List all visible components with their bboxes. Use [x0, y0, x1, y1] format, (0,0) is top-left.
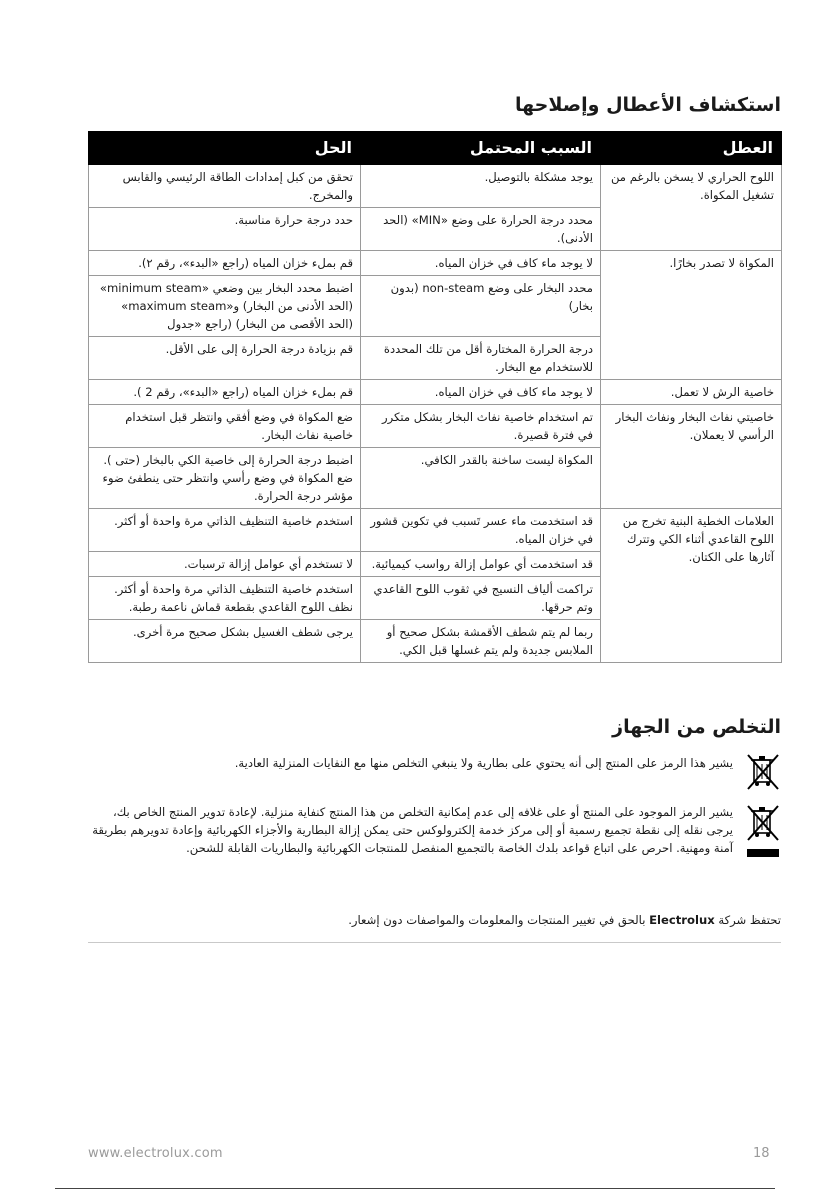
solution-cell: لا تستخدم أي عوامل إزالة ترسبات.: [89, 552, 361, 577]
header-cause: السبب المحتمل: [361, 132, 601, 165]
table-row: [89, 251, 782, 276]
footer-line: [55, 1188, 775, 1189]
solution-cell: ضع المكواة في وضع أفقي وانتظر قبل استخدام خاصية نفاث البخار.: [89, 405, 361, 448]
page-number: 18: [753, 1146, 770, 1161]
header-problem: العطل: [601, 132, 782, 165]
divider: [88, 942, 781, 943]
problem-cell: خاصية الرش لا تعمل.: [601, 380, 782, 405]
disposal-item-product: [88, 803, 781, 883]
disposal-title: التخلص من الجهاز: [612, 716, 781, 738]
cause-cell: محدد البخار على وضع non-steam (بدون بخار): [361, 276, 601, 337]
problem-cell: المكواة لا تصدر بخارًا.: [601, 251, 782, 380]
rights-notice: [88, 913, 781, 927]
solution-cell: حدد درجة حرارة مناسبة.: [89, 208, 361, 251]
crossed-out-bin-icon: [745, 752, 781, 796]
notice-after: بالحق في تغيير المنتجات والمعلومات والمواصفات دون إشعار.: [348, 913, 646, 927]
solution-cell: قم بملء خزان المياه (راجع «البدء»، رقم ٢).: [89, 251, 361, 276]
cause-cell: ربما لم يتم شطف الأقمشة بشكل صحيح أو الملابس جديدة ولم يتم غسلها قبل الكي.: [361, 620, 601, 663]
footer-url[interactable]: www.electrolux.com: [88, 1146, 223, 1161]
table-row: [89, 509, 782, 552]
cause-cell: قد استخدمت أي عوامل إزالة رواسب كيميائية.: [361, 552, 601, 577]
problem-cell: خاصيتي نفاث البخار ونفاث البخار الرأسي لا يعملان.: [601, 405, 782, 509]
problem-cell: اللوح الحراري لا يسخن بالرغم من تشغيل المكواة.: [601, 165, 782, 251]
cause-cell: المكواة ليست ساخنة بالقدر الكافي.: [361, 448, 601, 509]
cause-cell: محدد درجة الحرارة على وضع «MIN» (الحد الأدنى).: [361, 208, 601, 251]
solution-cell: اضبط محدد البخار بين وضعي «minimum steam» (الحد الأدنى من البخار) و«maximum steam» (الحد الأقصى من البخار) (راجع «جدول: [89, 276, 361, 337]
cause-cell: قد استخدمت ماء عسر تَسبب في تكوين قشور في خزان المياه.: [361, 509, 601, 552]
solution-cell: استخدم خاصية التنظيف الذاتي مرة واحدة أو أكثر.: [89, 509, 361, 552]
disposal-text-product: يشير الرمز الموجود على المنتج أو على غلافه إلى عدم إمكانية التخلص من هذا المنتج كنفاية منزلية. لإعادة تدوير المنتج الخاص بك، يرجى نقله إلى نقطة تجميع رسمية أو إلى مركز خدمة إلكترولوكس حتى يمكن إزالة البطارية والأجزاء الكهربائية وإعادة تدويرهم بطريقة آمنة ومهنية. احرص على اتباع قواعد بلدك الخاصة بالتجميع المنفصل للمنتجات الكهربائية والبطاريات القابلة للشحن.: [92, 805, 733, 855]
solution-cell: استخدم خاصية التنظيف الذاتي مرة واحدة أو أكثر. نظف اللوح القاعدي بقطعة قماش ناعمة رطبة.: [89, 577, 361, 620]
solution-cell: قم بملء خزان المياه (راجع «البدء»، رقم 2 ).: [89, 380, 361, 405]
page-title: استكشاف الأعطال وإصلاحها: [514, 94, 781, 116]
problem-cell: العلامات الخطية البنية تخرج من اللوح القاعدي أثناء الكي وتترك آثارها على الكتان.: [601, 509, 782, 663]
cause-cell: درجة الحرارة المختارة أقل من تلك المحددة للاستخدام مع البخار.: [361, 337, 601, 380]
cause-cell: تم استخدام خاصية نفاث البخار بشكل متكرر في فترة قصيرة.: [361, 405, 601, 448]
disposal-text-battery: يشير هذا الرمز على المنتج إلى أنه يحتوي على بطارية ولا ينبغي التخلص منها مع النفايات المنزلية العادية.: [234, 756, 733, 770]
table-row: [89, 165, 782, 208]
cause-cell: لا يوجد ماء كاف في خزان المياه.: [361, 380, 601, 405]
brand-name: Electrolux: [649, 913, 715, 927]
table-header-row: [89, 132, 782, 165]
solution-cell: اضبط درجة الحرارة إلى خاصية الكي بالبخار (حتى ). ضع المكواة في وضع رأسي وانتظر حتى ينطفئ ضوء مؤشر درجة الحرارة.: [89, 448, 361, 509]
troubleshooting-table: [88, 131, 782, 663]
cause-cell: يوجد مشكلة بالتوصيل.: [361, 165, 601, 208]
solution-cell: يرجى شطف الغسيل بشكل صحيح مرة أخرى.: [89, 620, 361, 663]
solution-cell: قم بزيادة درجة الحرارة إلى على الأقل.: [89, 337, 361, 380]
table-row: [89, 405, 782, 448]
disposal-item-battery: [88, 752, 781, 792]
cause-cell: تراكمت ألياف النسيج في ثقوب اللوح القاعدي وتم حرقها.: [361, 577, 601, 620]
table-row: [89, 380, 782, 405]
crossed-out-bin-with-bar-icon: [745, 803, 781, 863]
header-solution: الحل: [89, 132, 361, 165]
cause-cell: لا يوجد ماء كاف في خزان المياه.: [361, 251, 601, 276]
solution-cell: تحقق من كبل إمدادات الطاقة الرئيسي والقابس والمخرج.: [89, 165, 361, 208]
notice-before: تحتفظ شركة: [718, 913, 781, 927]
